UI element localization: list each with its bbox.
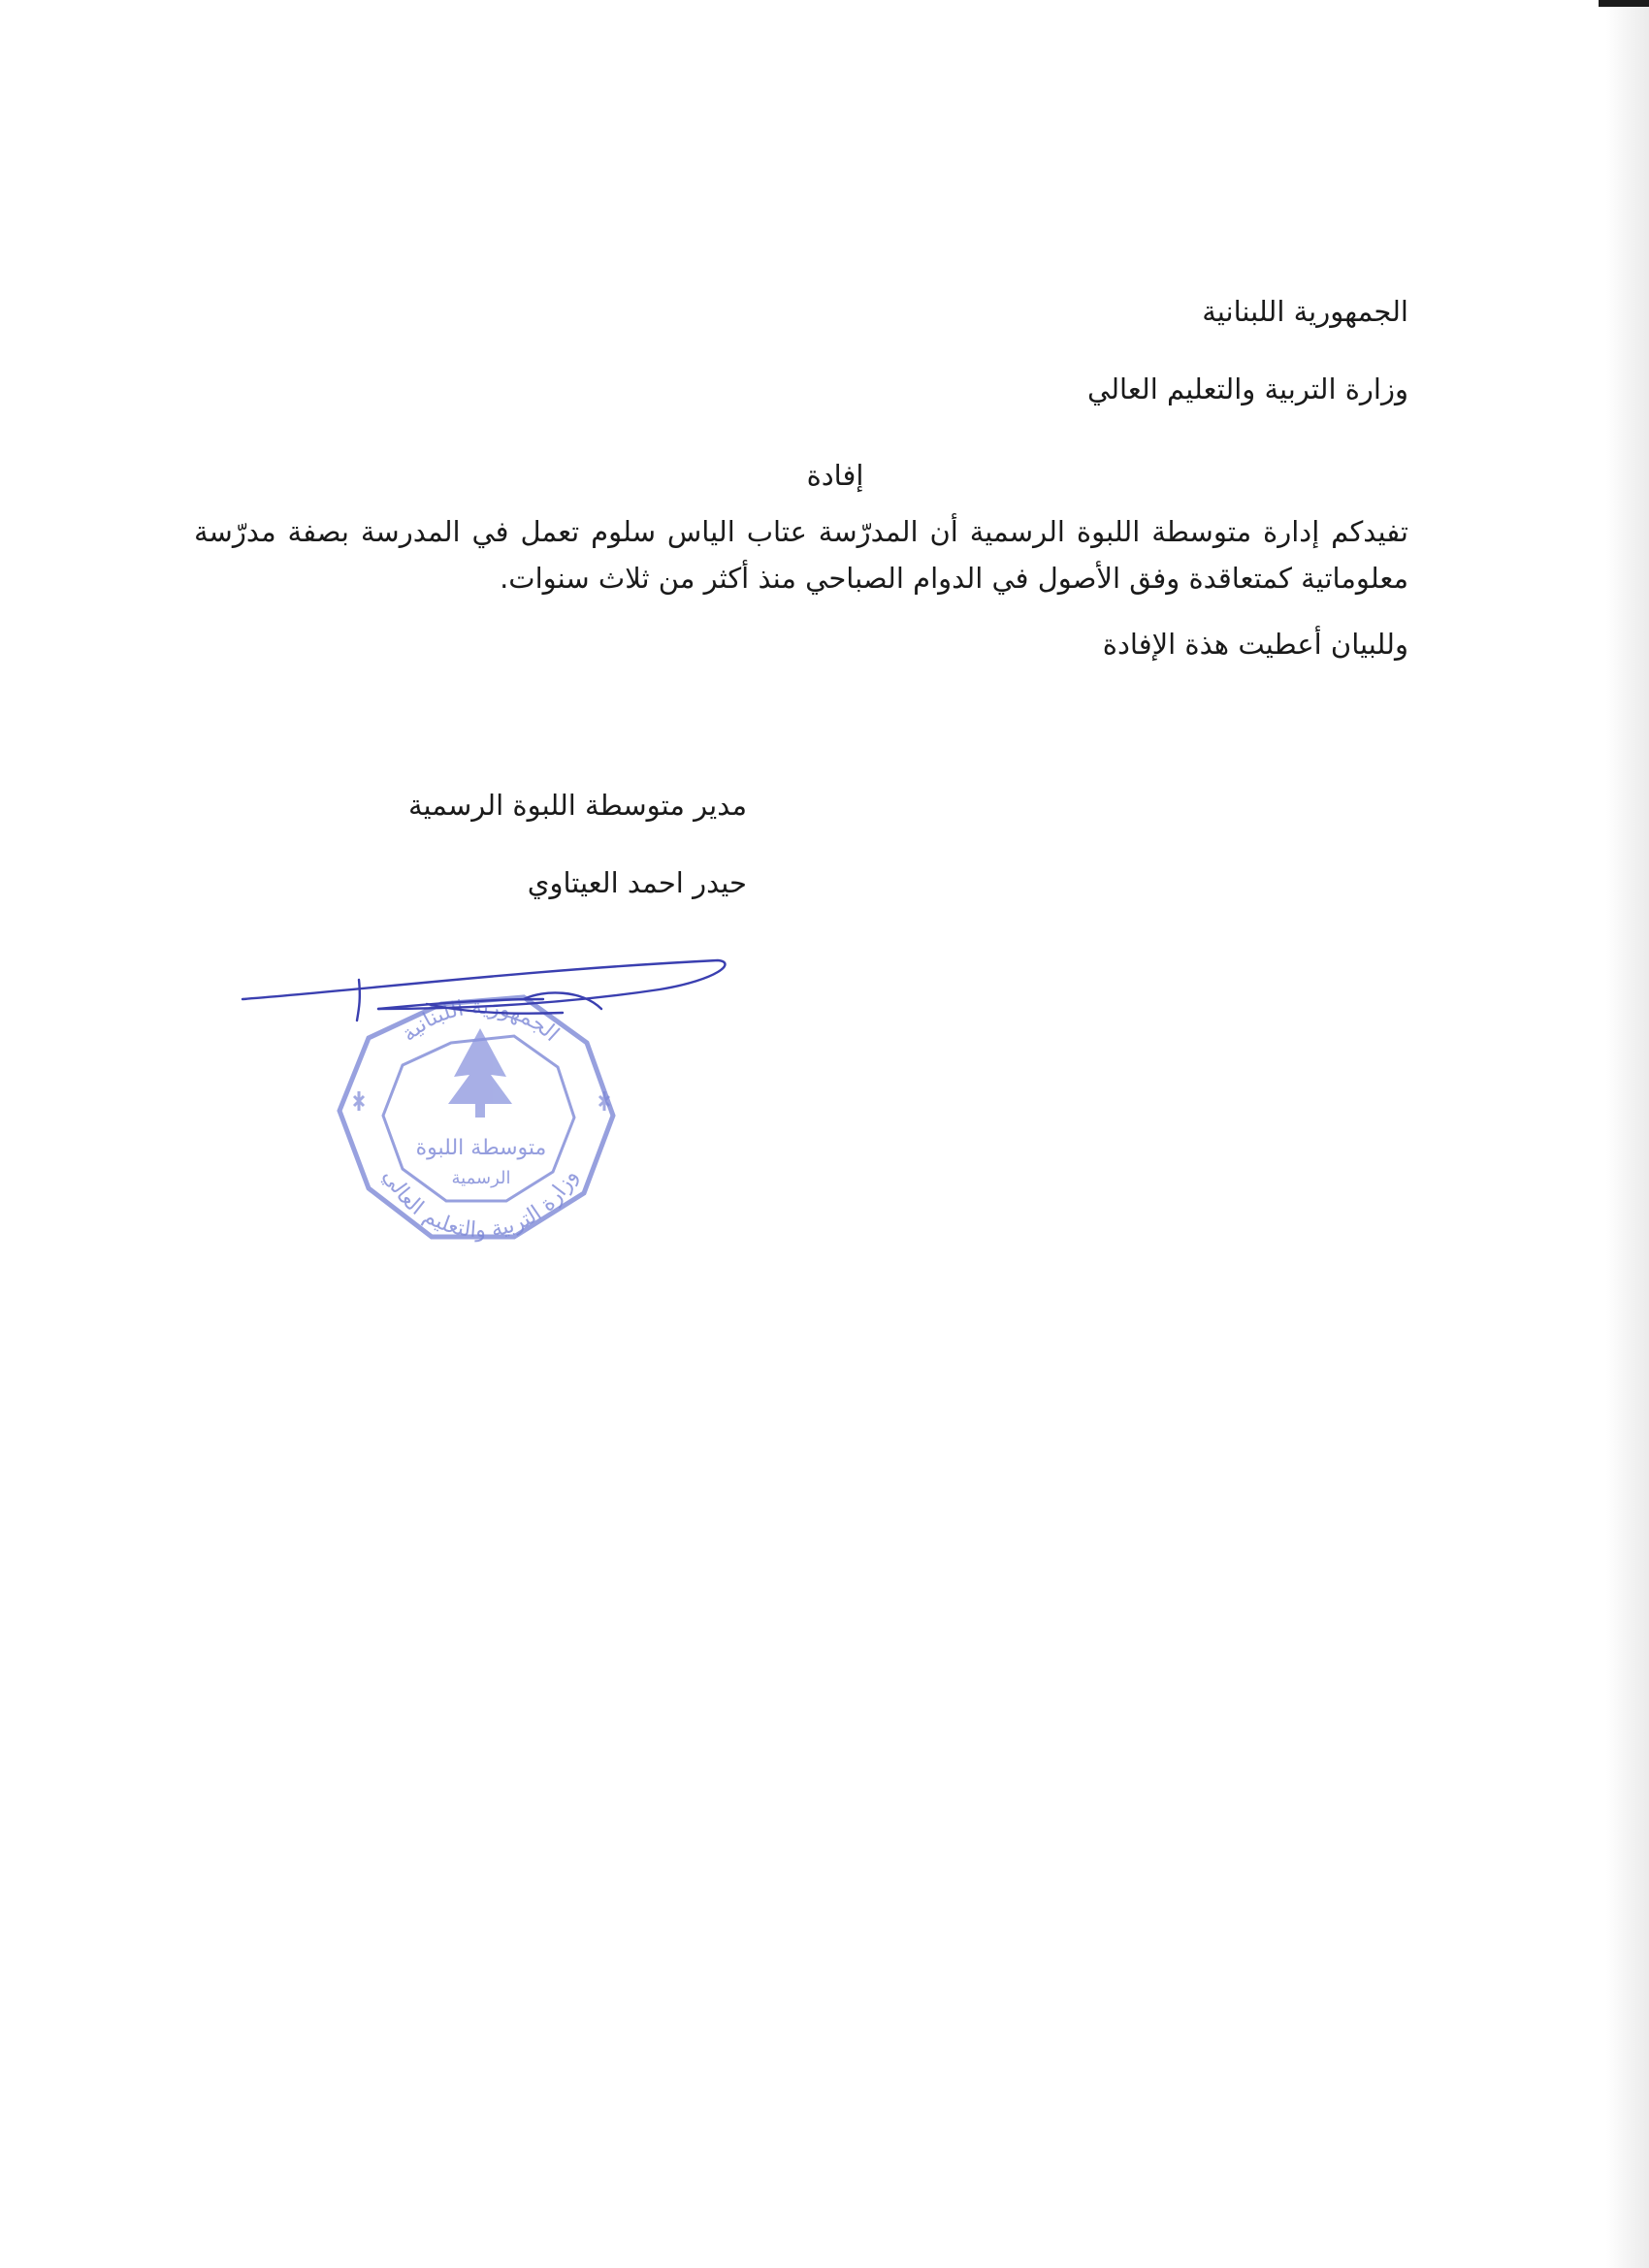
document-title: إفادة	[806, 459, 864, 492]
handwritten-signature	[242, 960, 726, 1021]
signatory-name: حيدر احمد العيتاوي	[527, 866, 747, 899]
signatory-role: مدير متوسطة اللبوة الرسمية	[407, 789, 747, 822]
header-ministry: وزارة التربية والتعليم العالي	[1087, 373, 1408, 405]
stamp-inner-line1: متوسطة اللبوة	[415, 1136, 547, 1160]
scan-edge-shadow	[1606, 0, 1649, 2268]
header-republic: الجمهورية اللبنانية	[1202, 295, 1408, 328]
official-stamp	[233, 951, 737, 1300]
stamp-outer-bottom-text: وزارة التربية والتعليم العالي	[377, 1165, 583, 1244]
stamp-and-signature-graphic	[233, 951, 737, 1300]
scan-corner-mark	[1599, 0, 1649, 7]
certificate-text: تفيدكم إدارة متوسطة اللبوة الرسمية أن المدرّسة عتاب الياس سلوم تعمل في المدرسة بصفة مدرّسة معلوماتية كمتعاقدة وفق الأصول في الدوام الصباحي منذ أكثر من ثلاث سنوات.	[194, 515, 1408, 595]
stamp-outer-top-text: الجمهورية اللبنانية	[397, 994, 564, 1047]
closing-line: وللبيان أعطيت هذة الإفادة	[1102, 628, 1408, 661]
signature-block	[320, 776, 747, 931]
letter-body	[194, 281, 1408, 731]
stamp-inner-line2: الرسمية	[451, 1168, 511, 1188]
